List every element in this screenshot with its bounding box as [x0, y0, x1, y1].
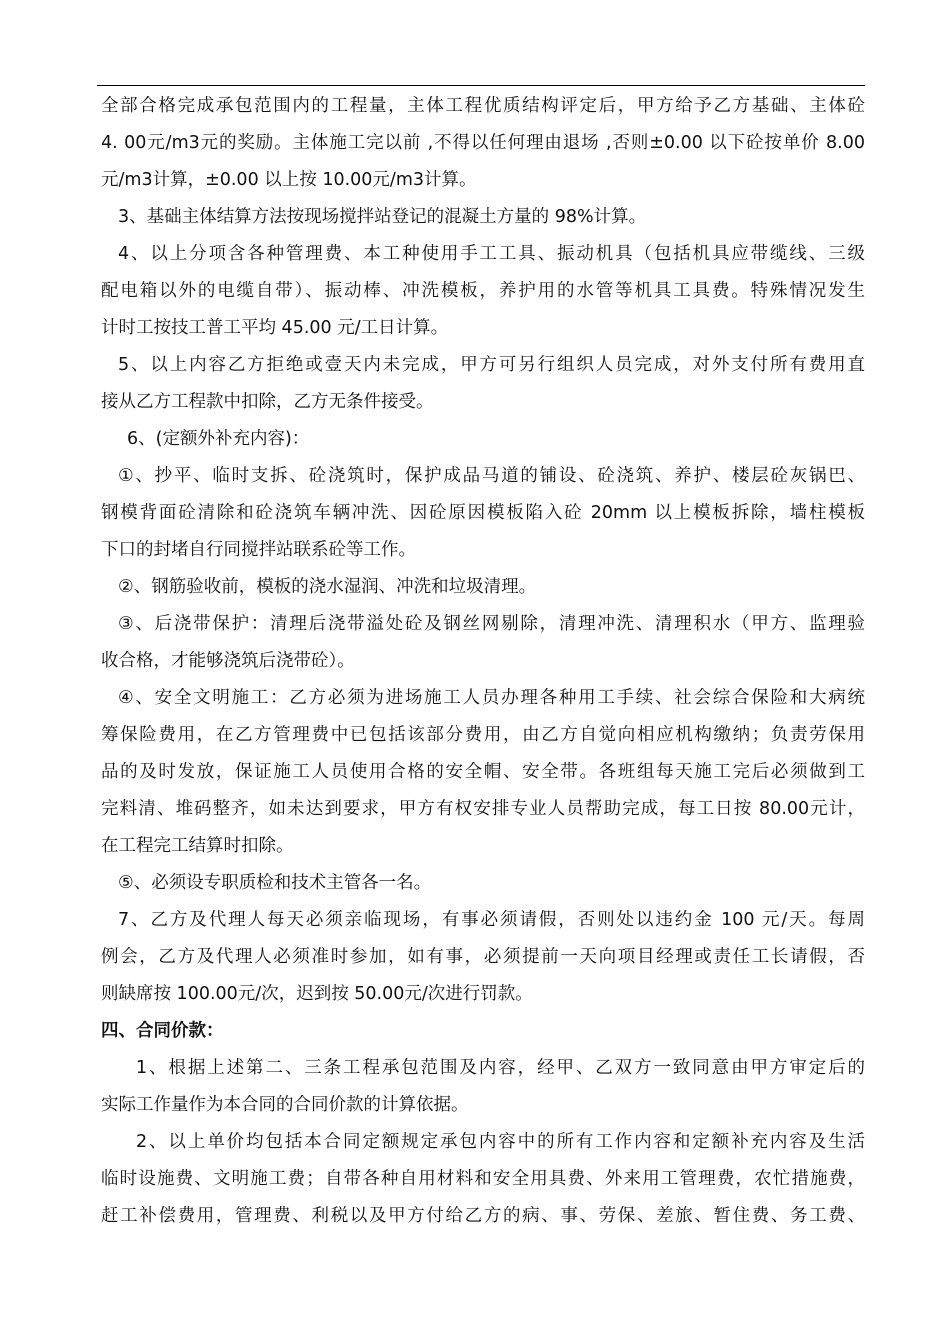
text-line: 元/m3计算，±0.00 以上按 10.00元/m3计算。 — [101, 170, 477, 190]
text-line: 收合格，才能够浇筑后浇带砼）。 — [101, 651, 355, 671]
text-line: ④、安全文明施工：乙方必须为进场施工人员办理各种用工手续、社会综合保险和大病统 — [118, 688, 865, 708]
text-line: 品的及时发放，保证施工人员使用合格的安全帽、安全带。各班组每天施工完后必须做到工 — [101, 762, 865, 782]
text-line: 1、根据上述第二、三条工程承包范围及内容，经甲、乙双方一致同意由甲方审定后的 — [136, 1058, 865, 1078]
text-line: 6、(定额外补充内容)： — [127, 429, 310, 449]
text-line: 4. 00元/m3元的奖励。主体施工完以前 ,不得以任何理由退场 ,否则±0.00 以下砼按单价 8.00 — [101, 133, 865, 153]
text-line: 5、以上内容乙方拒绝或壹天内未完成，甲方可另行组织人员完成，对外支付所有费用直 — [118, 355, 865, 375]
text-line: 在工程完工结算时扣除。 — [101, 836, 294, 856]
text-line: 实际工作量作为本合同的合同价款的计算依据。 — [101, 1095, 469, 1115]
text-line: 全部合格完成承包范围内的工程量，主体工程优质结构评定后，甲方给予乙方基础、主体砼 — [101, 96, 865, 116]
text-line: 完料清、堆码整齐，如未达到要求，甲方有权安排专业人员帮助完成，每工日按 80.00元计， — [101, 799, 865, 819]
text-line: 2、以上单价均包括本合同定额规定承包内容中的所有工作内容和定额补充内容及生活 — [136, 1132, 865, 1152]
text-line: 4、以上分项含各种管理费、本工种使用手工工具、振动机具（包括机具应带缆线、三级 — [118, 244, 865, 264]
text-line: 3、基础主体结算方法按现场搅拌站登记的混凝土方量的 98%计算。 — [118, 207, 647, 227]
text-line: 则缺席按 100.00元/次，迟到按 50.00元/次进行罚款。 — [101, 984, 533, 1004]
text-line: 下口的封堵自行同搅拌站联系砼等工作。 — [101, 540, 416, 560]
text-line: ②、钢筋验收前，模板的浇水湿润、冲洗和垃圾清理。 — [118, 577, 537, 597]
text-line: 筹保险费用，在乙方管理费中已包括该部分费用，由乙方自觉向相应机构缴纳；负责劳保用 — [101, 725, 865, 745]
text-line: 计时工按技工普工平均 45.00 元/工日计算。 — [101, 318, 449, 338]
text-line: 临时设施费、文明施工费；自带各种自用材料和安全用具费、外来用工管理费，农忙措施费， — [101, 1169, 865, 1189]
text-line: 配电箱以外的电缆自带）、振动棒、冲洗模板，养护用的水管等机具工具费。特殊情况发生 — [101, 281, 865, 301]
text-line: ③、后浇带保护：清理后浇带溢处砼及钢丝网剔除，清理冲洗、清理积水（甲方、监理验 — [118, 614, 865, 634]
text-line: 接从乙方工程款中扣除，乙方无条件接受。 — [101, 392, 434, 412]
header-rule — [97, 85, 865, 86]
text-line: 赶工补偿费用，管理费、利税以及甲方付给乙方的病、事、劳保、差旅、暂住费、务工费、 — [101, 1206, 865, 1226]
text-line: 7、乙方及代理人每天必须亲临现场，有事必须请假，否则处以违约金 100 元/天。每周 — [118, 910, 865, 930]
text-line: ⑤、必须设专职质检和技术主管各一名。 — [118, 873, 432, 893]
text-line: ①、抄平、临时支拆、砼浇筑时，保护成品马道的铺设、砼浇筑、养护、楼层砼灰锅巴、 — [118, 466, 865, 486]
section-heading: 四、合同价款： — [101, 1021, 224, 1041]
text-line: 钢模背面砼清除和砼浇筑车辆冲洗、因砼原因模板陷入砼 20mm 以上模板拆除，墙柱模板 — [101, 503, 865, 523]
document-body — [101, 88, 865, 1235]
text-line: 例会，乙方及代理人必须准时参加，如有事，必须提前一天向项目经理或责任工长请假，否 — [101, 947, 865, 967]
